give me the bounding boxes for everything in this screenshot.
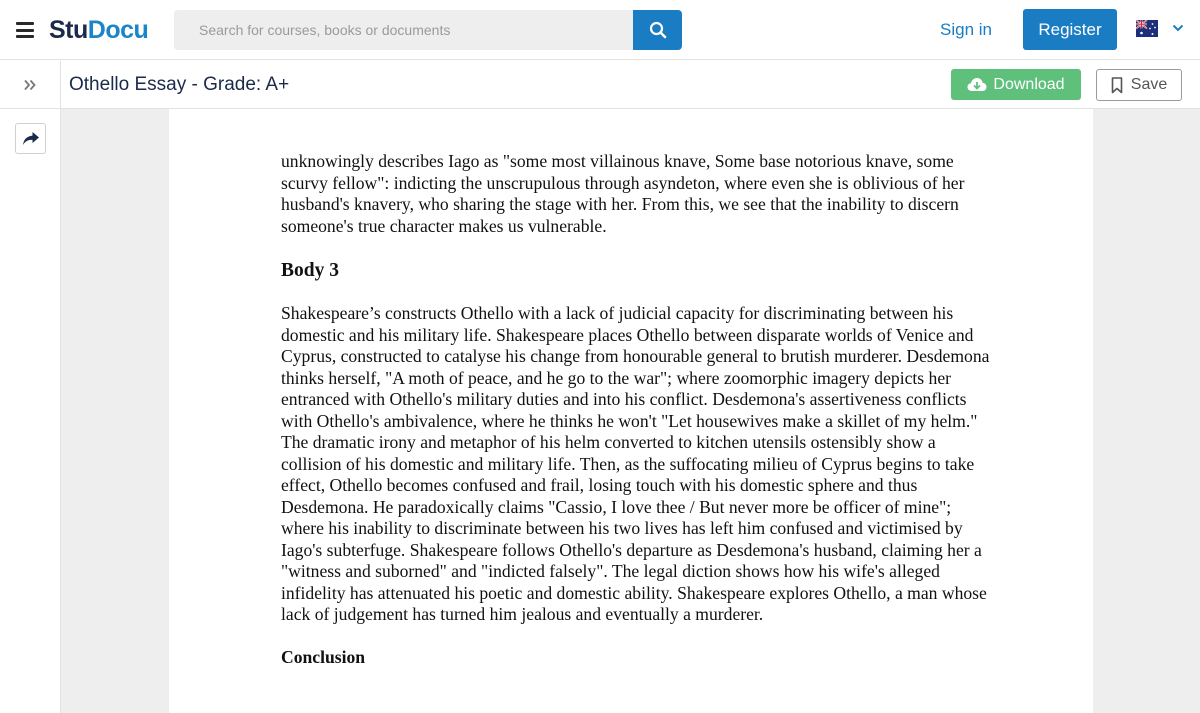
register-button[interactable]: Register xyxy=(1023,9,1117,50)
paragraph-body3: Shakespeare’s constructs Othello with a lack of judicial capacity for discriminating between his domestic and his military life. Shakespeare places Othello between disparate worlds of Venice and Cyprus, constructed to catalyse his change from honourable general to brutish murderer. Desdemona thinks herself, "A moth of peace, and he go to the war"; where zoomorphic imagery depicts her entranced with Othello's military duties and into his conflict. Desdemona's assertiveness conflicts with Othello's ambivalence, where he thinks he won't "Let housewives make a skillet of my helm." The dramatic irony and metaphor of his helm converted to kitchen utensils ostensibly show a collision of his domestic and military life. Then, as the suffocating milieu of Cyprus begins to take effect, Othello becomes confused and frail, losing touch with his domestic sphere and thus Desdemona. He paradoxically claims "Cassio, I love thee / But never more be officer of mine"; where his inability to discriminate between his two lives has left him confused and victimised by Iago's subterfuge. Shakespeare follows Othello's departure as Desdemona's husband, claiming her a "witness and suborned" and "indicted falsely". The legal diction shows how his wife's alleged infidelity has attenuated his poetic and domestic ability. Shakespeare explores Othello, a man whose lack of judgement has turned him jealous and eventually a murderer. xyxy=(281,303,990,624)
side-rail xyxy=(0,109,61,713)
document-viewer[interactable] xyxy=(61,109,1200,713)
page-content xyxy=(281,151,993,668)
logo-stu: Stu xyxy=(49,16,88,44)
paragraph-body2-end: unknowingly describes Iago as "some most villainous knave, Some base notorious knave, some scurvy fellow": indicting the unscrupulous through asyndeton, where even she is oblivious of her husband's knavery, who sharing the stage with her. From this, we see that the inability to discern someone's true character makes us vulnerable. xyxy=(281,151,965,236)
save-button[interactable] xyxy=(1096,69,1182,101)
australia-flag-icon xyxy=(1136,20,1158,37)
download-button[interactable] xyxy=(951,69,1081,100)
download-label: Download xyxy=(993,75,1065,93)
search-icon xyxy=(649,21,667,39)
heading-body-3: Body 3 xyxy=(281,260,339,281)
share-button[interactable] xyxy=(15,123,46,154)
heading-conclusion: Conclusion xyxy=(281,646,366,667)
expand-sidebar-button[interactable] xyxy=(0,61,61,109)
logo-docu: Docu xyxy=(87,16,149,44)
document-page xyxy=(169,109,1093,713)
hamburger-icon[interactable] xyxy=(16,22,34,38)
search-input[interactable] xyxy=(174,10,633,50)
search-bar xyxy=(174,10,682,50)
cloud-download-icon xyxy=(967,77,987,92)
document-toolbar xyxy=(0,61,1200,109)
double-chevron-right-icon xyxy=(23,79,37,91)
region-selector[interactable] xyxy=(1136,20,1188,40)
share-arrow-icon xyxy=(22,131,40,146)
sign-in-link[interactable]: Sign in xyxy=(940,20,992,39)
bookmark-icon xyxy=(1111,77,1123,94)
top-header xyxy=(0,0,1200,60)
save-label: Save xyxy=(1130,76,1168,93)
search-button[interactable] xyxy=(633,10,682,50)
chevron-down-icon xyxy=(1172,24,1184,32)
studocu-logo[interactable] xyxy=(49,15,148,45)
document-title: Othello Essay - Grade: A+ xyxy=(69,74,290,95)
